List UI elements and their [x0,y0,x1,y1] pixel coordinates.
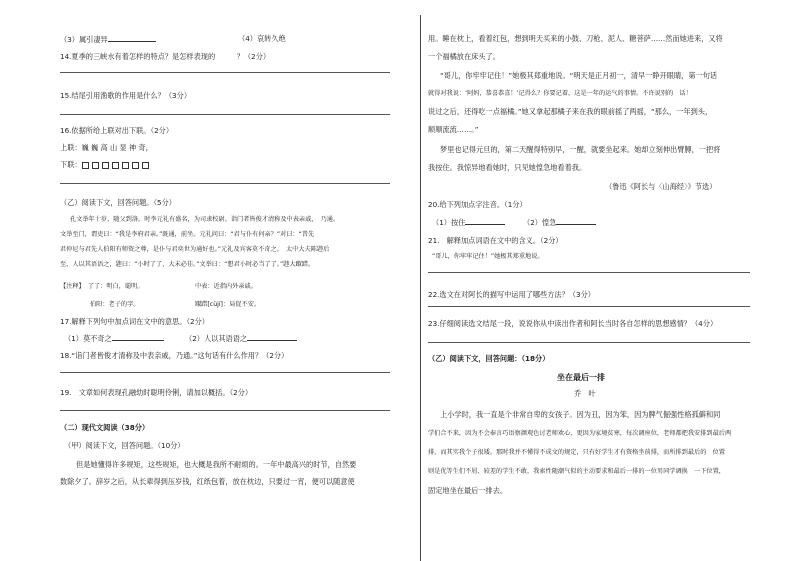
annotation: 【注释】 了了：明白，聪明。 [60,283,144,290]
passage-line: 但是她懂得许多规矩，这些规矩，也大概是我所不耐烦的。一年中最高兴的时节，自然要 [76,460,357,469]
q20-item2: （2）惶急 [523,217,596,227]
source-citation: （鲁迅《阿长与〈山海经〉》节选） [605,182,717,191]
q17-item2: （2）人以其语语之 [185,333,297,343]
answer-blank[interactable] [465,217,505,225]
section-2-heading: （二）现代文阅读（38分） [60,423,150,432]
answer-blank[interactable] [108,34,156,42]
question-22: 22.选文在对阿长的描写中运用了哪些方法？（3分） [428,290,595,299]
annotation: 中表：近指内外亲戚。 [195,283,257,290]
section-yi-heading: （乙）阅读下文，回答问题：（18分） [428,354,550,363]
passage-line: 就得对我说：‘阿妈，恭喜恭喜！’记得么？你要记着，这是一年的运气的事情。不许说别的 话！ [428,90,692,97]
answer-blank[interactable] [112,333,164,341]
passage-line: 我按住。我惊异地看她时，只见她惶急地看着我。 [428,163,587,172]
answer-line[interactable] [428,272,750,273]
question-16: 16.依据所给上联对出下联。（2分） [60,126,174,135]
question-20: 20.给下列加点字注音。（1分） [428,200,527,209]
q20-item1: （1）按住 [432,217,505,227]
answer-line[interactable] [60,410,390,411]
passage-line: 学们合不来，因为不会奉言巧语察颜观色讨老师欢心，更因为家境贫寒，每次调座位，老师都把我安排到最后两 [428,430,732,437]
passage-line: 则是优等生们不屑、较差的学生不敢，我索性随潮气似的主动要求和最后一排的一位男同学调换 一下位置， [428,468,725,475]
passage-line: 固定地坐在最后一排去。 [428,486,508,495]
answer-line[interactable] [428,342,750,343]
question-17: 17.解释下列句中加点词在文中的意思。（2分） [60,317,209,326]
answer-line[interactable] [60,372,390,373]
annotation: 踧踖[cùjí]：局促不安。 [195,301,261,308]
section-divider [60,183,390,184]
answer-blank[interactable] [556,217,596,225]
passage-line: 数除夕了。辞岁之后，从长辈得到压岁钱，红纸包着，放在枕边，只要过一宵，便可以随意使 [60,477,355,486]
passage-line: 文举至门，谓吏曰：“我是李府君亲。”既通，前坐。元礼问曰：“君与仆有何亲？”对曰：“昔先 [60,231,315,238]
section-yi-heading: （乙）阅读下文，回答问题。（5分） [60,198,176,207]
passage-line: 用。睡在枕上，看着红包，想到明天买来的小鼓、刀枪、泥人、糖菩萨……然而她进来，又将 [428,34,723,43]
lower-couplet: 下联： [60,160,152,169]
passage-line: “哥儿，你牢牢记住！”她极其郑重地说。“明天是正月初一，清早一睁开眼睛，第一句话 [440,71,718,80]
question-23: 23.仔细阅读选文结尾一段，说说你从中读出作者和阿长当时各自怎样的思想感情？（4分） [428,319,718,328]
passage-line: 排，而其实我个子很矮。那时我并不懂得不成文的规定，只有好学生才有资格坐前排，而所排到最后的 位置 [428,449,725,456]
passage-line: 一个福橘放在床头了。 [428,52,500,61]
article-title: 坐在最后一排 [557,373,605,382]
question-19: 19. 文章如何表现孔融幼时聪明伶俐，请加以概括。（2分） [60,388,253,397]
passage-line: 梦里也记得元旦的，第二天醒得特别早，一醒，就要坐起来。她却立刻伸出臂膊，一把将 [440,145,721,154]
annotation: 伯阳：老子的字。 [90,301,140,308]
quoted-sentence: “哥儿，你牢牢记住！”她极其郑重地说。 [432,253,544,260]
passage-line: 顺顺流流……。” [428,125,479,134]
question-14: 14.夏季的三峡水有着怎样的特点？是怎样表现的 ？（2分） [60,52,271,61]
q13-item3: （3）属引凄异 [60,34,156,44]
upper-couplet: 上联：巍 巍 高 山 显 神 奇， [60,143,153,152]
passage-line: 上小学时，我一直是个非常自卑的女孩子。因为丑，因为笨，因为脾气倔强性格孤僻和同 [440,410,721,419]
passage-line: 至，人以其语语之，韪曰：“小时了了，大未必佳。”文举曰：“想君小时必当了了。”韪大踧踖。 [60,261,315,268]
answer-line[interactable] [428,306,750,307]
answer-line[interactable] [60,72,390,73]
section-jia-heading: （甲）阅读下文，回答问题。（10分） [64,441,185,450]
column-divider [420,15,421,561]
q17-item1: （1）莫不奇之 [64,333,164,343]
article-author: 乔 叶 [574,389,596,398]
question-15: 15.结尾引用渔歌的作用是什么？（3分） [60,91,192,100]
question-21: 21. 解释加点词语在文中的含义。（2分） [428,236,563,245]
answer-blank[interactable] [247,333,297,341]
q13-item4: （4）哀转久绝 [238,34,286,43]
answer-line[interactable] [60,114,390,115]
passage-line: 说过之后，还得吃一点福橘。”她又拿起那橘子来在我的眼前摇了两摇，“那么，一年到头， [428,107,713,116]
passage-line: 君仲尼与君先人伯阳有师资之尊，是仆与君奕世为通好也。”元礼及宾客莫不奇之。 太中大夫陈韪后 [60,246,330,253]
passage-line: 孔文举年十岁，随父到洛。时李元礼有盛名，为司隶校尉。诣门者皆俊才清称及中表亲戚， 乃通。 [70,216,340,223]
question-18: 18.“诣门者皆俊才清称及中表亲戚，乃通。”这句话有什么作用？（2分） [60,351,289,360]
